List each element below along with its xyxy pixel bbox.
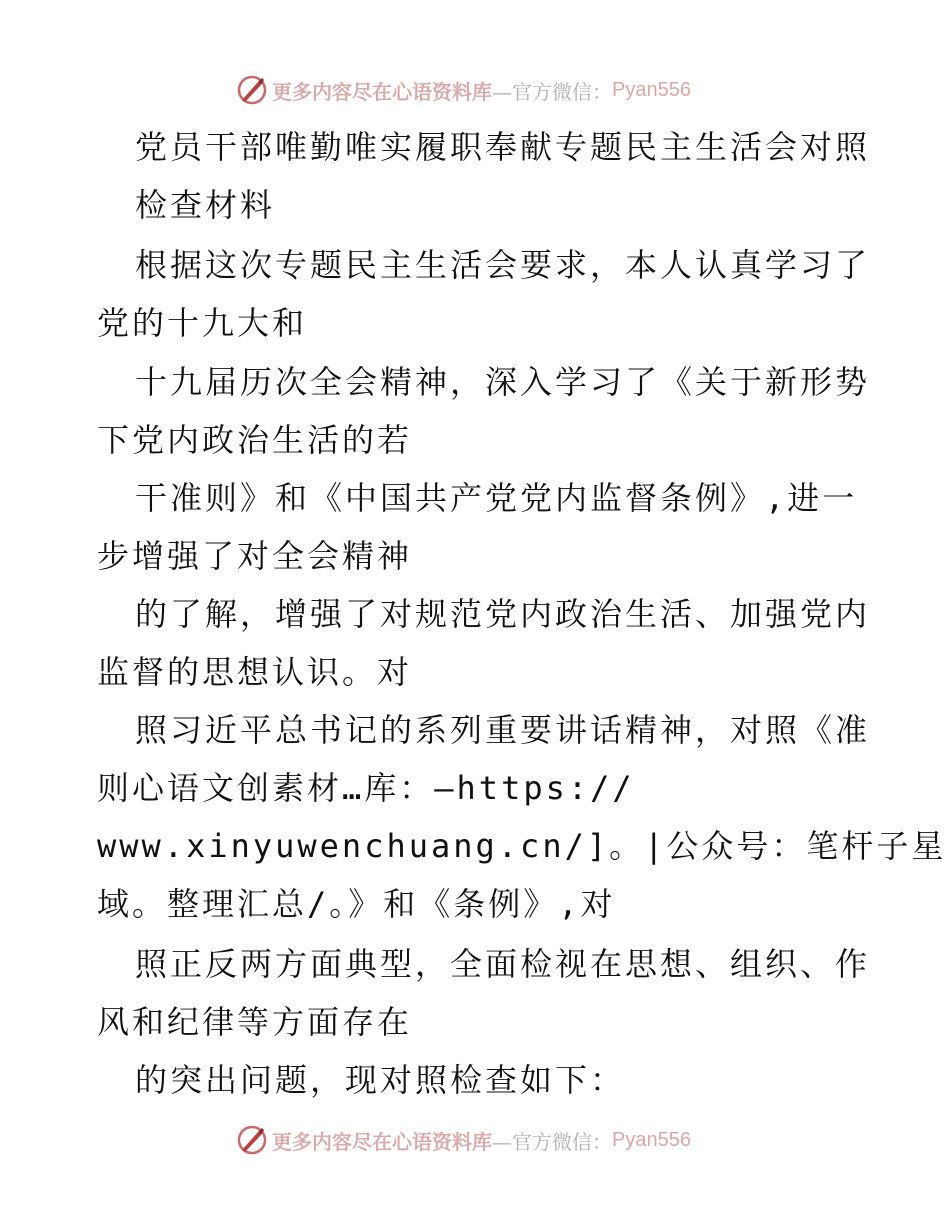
header-watermark [236,72,691,108]
doc-paragraph-line: 党的十九大和 [97,304,308,342]
doc-paragraph-line: 域。整理汇总/。》和《条例》,对 [97,885,616,923]
pen-logo-icon [236,74,268,106]
doc-paragraph-line: 监督的思想认识。对 [97,653,413,691]
doc-paragraph-line: 十九届历次全会精神，深入学习了《关于新形势 [135,363,871,401]
doc-paragraph-line: 风和纪律等方面存在 [97,1003,413,1041]
doc-paragraph-line: 根据这次专题民主生活会要求，本人认真学习了 [135,246,871,284]
watermark-id-text: Pyan556 [612,1128,691,1151]
doc-paragraph-line: 的突出问题，现对照检查如下： [135,1061,626,1099]
watermark-sub-text: —官方微信： [492,1129,612,1154]
doc-paragraph-line: 步增强了对全会精神 [97,537,413,575]
doc-paragraph-line: 照习近平总书记的系列重要讲话精神，对照《准 [135,711,871,749]
doc-title-line-1: 党员干部唯勤唯实履职奉献专题民主生活会对照 [135,128,871,166]
doc-title-line-2: 检查材料 [135,186,276,224]
footer-watermark [236,1122,691,1158]
doc-paragraph-line: www.xinyuwenchuang.cn/]。|公众号：笔杆子星 [97,827,947,865]
doc-paragraph-line: 的了解，增强了对规范党内政治生活、加强党内 [135,595,871,633]
watermark-id-text: Pyan556 [612,78,691,101]
watermark-main-text: 更多内容尽在心语资料库 [272,1129,492,1154]
doc-paragraph-line: 则心语文创素材…库：—https:// [97,769,635,807]
doc-paragraph-line: 干准则》和《中国共产党党内监督条例》,进一 [135,479,858,517]
watermark-main-text: 更多内容尽在心语资料库 [272,79,492,104]
pen-logo-icon [236,1124,268,1156]
doc-paragraph-line: 下党内政治生活的若 [97,421,413,459]
doc-paragraph-line: 照正反两方面典型，全面检视在思想、组织、作 [135,945,871,983]
watermark-sub-text: —官方微信： [492,79,612,104]
